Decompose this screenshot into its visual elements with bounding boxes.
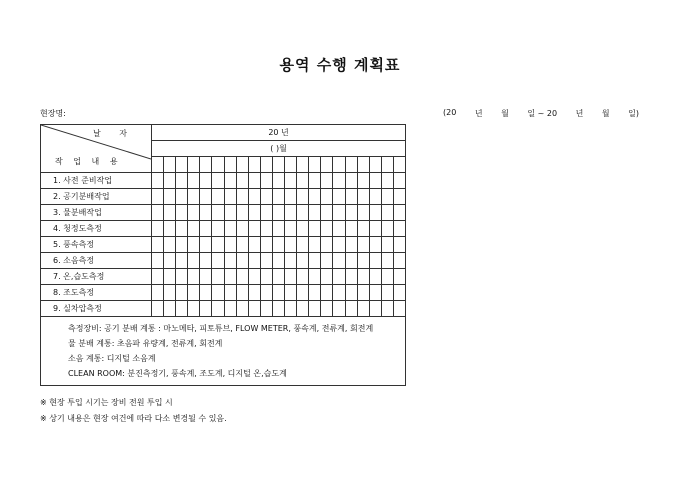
schedule-cell[interactable] xyxy=(176,301,188,317)
task-label: 2. 공기분배작업 xyxy=(41,189,152,205)
schedule-cell[interactable] xyxy=(285,173,297,189)
schedule-cell[interactable] xyxy=(188,301,200,317)
period-part: 일) xyxy=(628,109,639,118)
schedule-cell[interactable] xyxy=(224,237,236,253)
schedule-cell[interactable] xyxy=(297,253,309,269)
schedule-cell[interactable] xyxy=(248,237,260,253)
page-title: 용역 수행 계획표 xyxy=(279,56,401,74)
day-cell[interactable] xyxy=(309,157,321,173)
schedule-cell[interactable] xyxy=(309,253,321,269)
schedule-cell[interactable] xyxy=(285,285,297,301)
schedule-cell[interactable] xyxy=(297,205,309,221)
schedule-cell[interactable] xyxy=(393,189,405,205)
schedule-cell[interactable] xyxy=(212,205,224,221)
header-row-year xyxy=(41,125,406,141)
schedule-cell[interactable] xyxy=(212,221,224,237)
schedule-cell[interactable] xyxy=(345,237,357,253)
schedule-cell[interactable] xyxy=(345,269,357,285)
schedule-cell[interactable] xyxy=(357,285,369,301)
year-header: 20 년 xyxy=(152,125,406,141)
schedule-cell[interactable] xyxy=(297,301,309,317)
schedule-cell[interactable] xyxy=(309,189,321,205)
period-part: 일 ~ 20 xyxy=(527,109,558,118)
schedule-cell[interactable] xyxy=(393,173,405,189)
schedule-cell[interactable] xyxy=(272,205,284,221)
schedule-cell[interactable] xyxy=(188,269,200,285)
schedule-cell[interactable] xyxy=(321,237,333,253)
note-line: 소음 계통: 디지털 소음계 xyxy=(68,354,156,363)
schedule-cell[interactable] xyxy=(224,205,236,221)
schedule-cell[interactable] xyxy=(333,221,345,237)
schedule-cell[interactable] xyxy=(369,269,381,285)
schedule-cell[interactable] xyxy=(381,269,393,285)
schedule-cell[interactable] xyxy=(176,221,188,237)
schedule-cell[interactable] xyxy=(248,253,260,269)
schedule-cell[interactable] xyxy=(188,189,200,205)
schedule-cell[interactable] xyxy=(369,237,381,253)
schedule-cell[interactable] xyxy=(345,221,357,237)
schedule-cell[interactable] xyxy=(236,237,248,253)
schedule-cell[interactable] xyxy=(236,285,248,301)
schedule-cell[interactable] xyxy=(297,269,309,285)
day-cell[interactable] xyxy=(321,157,333,173)
schedule-cell[interactable] xyxy=(260,189,272,205)
schedule-cell[interactable] xyxy=(152,301,164,317)
schedule-cell[interactable] xyxy=(188,237,200,253)
schedule-cell[interactable] xyxy=(200,237,212,253)
schedule-cell[interactable] xyxy=(321,221,333,237)
schedule-cell[interactable] xyxy=(212,285,224,301)
note-line: CLEAN ROOM: 분진측정기, 풍속계, 조도계, 디지털 온,습도계 xyxy=(68,369,287,378)
schedule-cell[interactable] xyxy=(176,237,188,253)
schedule-cell[interactable] xyxy=(393,301,405,317)
schedule-cell[interactable] xyxy=(309,285,321,301)
schedule-cell[interactable] xyxy=(188,285,200,301)
schedule-cell[interactable] xyxy=(188,173,200,189)
schedule-cell[interactable] xyxy=(212,173,224,189)
schedule-cell[interactable] xyxy=(333,253,345,269)
schedule-cell[interactable] xyxy=(333,237,345,253)
schedule-cell[interactable] xyxy=(248,285,260,301)
schedule-cell[interactable] xyxy=(333,205,345,221)
schedule-cell[interactable] xyxy=(248,205,260,221)
schedule-cell[interactable] xyxy=(152,173,164,189)
schedule-cell[interactable] xyxy=(357,205,369,221)
schedule-cell[interactable] xyxy=(260,285,272,301)
day-cell[interactable] xyxy=(260,157,272,173)
schedule-cell[interactable] xyxy=(369,285,381,301)
schedule-cell[interactable] xyxy=(333,285,345,301)
schedule-cell[interactable] xyxy=(321,253,333,269)
schedule-cell[interactable] xyxy=(285,301,297,317)
task-label: 8. 조도측정 xyxy=(41,285,152,301)
schedule-cell[interactable] xyxy=(212,301,224,317)
day-cell[interactable] xyxy=(297,157,309,173)
schedule-cell[interactable] xyxy=(321,301,333,317)
day-cell[interactable] xyxy=(333,157,345,173)
schedule-cell[interactable] xyxy=(357,173,369,189)
schedule-cell[interactable] xyxy=(248,173,260,189)
task-row xyxy=(41,301,406,317)
schedule-cell[interactable] xyxy=(272,237,284,253)
schedule-cell[interactable] xyxy=(248,221,260,237)
schedule-cell[interactable] xyxy=(200,221,212,237)
schedule-cell[interactable] xyxy=(357,301,369,317)
task-row xyxy=(41,221,406,237)
schedule-cell[interactable] xyxy=(381,301,393,317)
schedule-cell[interactable] xyxy=(200,205,212,221)
schedule-cell[interactable] xyxy=(164,205,176,221)
schedule-cell[interactable] xyxy=(309,269,321,285)
schedule-cell[interactable] xyxy=(212,253,224,269)
schedule-cell[interactable] xyxy=(393,221,405,237)
footnote: ※ 현장 투입 시기는 장비 전원 투입 시 xyxy=(40,398,173,407)
date-header-label: 날 자 xyxy=(93,129,135,138)
schedule-cell[interactable] xyxy=(164,221,176,237)
schedule-cell[interactable] xyxy=(272,221,284,237)
schedule-cell[interactable] xyxy=(188,221,200,237)
schedule-cell[interactable] xyxy=(297,173,309,189)
footnote: ※ 상기 내용은 현장 여건에 따라 다소 변경될 수 있음. xyxy=(40,414,227,423)
schedule-cell[interactable] xyxy=(285,253,297,269)
schedule-cell[interactable] xyxy=(285,237,297,253)
schedule-cell[interactable] xyxy=(345,189,357,205)
schedule-cell[interactable] xyxy=(309,237,321,253)
schedule-cell[interactable] xyxy=(297,237,309,253)
note-line: 물 분배 계통: 초음파 유량계, 전류계, 회전계 xyxy=(68,339,223,348)
schedule-cell[interactable] xyxy=(285,221,297,237)
task-label: 4. 청정도측정 xyxy=(41,221,152,237)
schedule-cell[interactable] xyxy=(164,189,176,205)
task-row xyxy=(41,173,406,189)
schedule-cell[interactable] xyxy=(164,301,176,317)
notes-row xyxy=(41,317,406,386)
schedule-cell[interactable] xyxy=(152,205,164,221)
day-cell[interactable] xyxy=(200,157,212,173)
schedule-cell[interactable] xyxy=(321,205,333,221)
task-row xyxy=(41,269,406,285)
schedule-cell[interactable] xyxy=(260,269,272,285)
schedule-cell[interactable] xyxy=(248,189,260,205)
schedule-cell[interactable] xyxy=(212,237,224,253)
schedule-cell[interactable] xyxy=(345,253,357,269)
schedule-cell[interactable] xyxy=(260,301,272,317)
day-cell[interactable] xyxy=(164,157,176,173)
schedule-cell[interactable] xyxy=(152,269,164,285)
schedule-cell[interactable] xyxy=(200,173,212,189)
schedule-cell[interactable] xyxy=(321,285,333,301)
schedule-cell[interactable] xyxy=(285,205,297,221)
schedule-cell[interactable] xyxy=(357,269,369,285)
task-row xyxy=(41,237,406,253)
schedule-cell[interactable] xyxy=(345,173,357,189)
period-part: 년 xyxy=(474,109,483,118)
schedule-cell[interactable] xyxy=(200,253,212,269)
notes-cell xyxy=(41,317,406,386)
schedule-cell[interactable] xyxy=(309,301,321,317)
day-cell[interactable] xyxy=(393,157,405,173)
schedule-cell[interactable] xyxy=(200,301,212,317)
schedule-cell[interactable] xyxy=(236,189,248,205)
schedule-cell[interactable] xyxy=(381,285,393,301)
schedule-cell[interactable] xyxy=(212,189,224,205)
schedule-cell[interactable] xyxy=(369,173,381,189)
schedule-cell[interactable] xyxy=(309,221,321,237)
schedule-cell[interactable] xyxy=(176,253,188,269)
schedule-table xyxy=(40,124,406,386)
schedule-cell[interactable] xyxy=(188,253,200,269)
schedule-cell[interactable] xyxy=(333,269,345,285)
schedule-cell[interactable] xyxy=(224,221,236,237)
schedule-cell[interactable] xyxy=(393,285,405,301)
schedule-cell[interactable] xyxy=(176,205,188,221)
schedule-cell[interactable] xyxy=(224,253,236,269)
schedule-cell[interactable] xyxy=(285,189,297,205)
schedule-cell[interactable] xyxy=(236,221,248,237)
schedule-cell[interactable] xyxy=(381,221,393,237)
schedule-cell[interactable] xyxy=(176,285,188,301)
schedule-cell[interactable] xyxy=(393,237,405,253)
schedule-cell[interactable] xyxy=(164,269,176,285)
task-row xyxy=(41,189,406,205)
day-cell[interactable] xyxy=(224,157,236,173)
schedule-cell[interactable] xyxy=(164,237,176,253)
schedule-cell[interactable] xyxy=(369,301,381,317)
schedule-cell[interactable] xyxy=(200,269,212,285)
period-part: (20 xyxy=(443,108,457,117)
day-cell[interactable] xyxy=(272,157,284,173)
schedule-cell[interactable] xyxy=(152,237,164,253)
day-cell[interactable] xyxy=(236,157,248,173)
schedule-cell[interactable] xyxy=(224,173,236,189)
diagonal-header-cell xyxy=(41,125,152,173)
schedule-cell[interactable] xyxy=(297,189,309,205)
schedule-cell[interactable] xyxy=(224,189,236,205)
schedule-cell[interactable] xyxy=(272,189,284,205)
schedule-cell[interactable] xyxy=(272,253,284,269)
schedule-cell[interactable] xyxy=(321,269,333,285)
schedule-cell[interactable] xyxy=(297,221,309,237)
schedule-cell[interactable] xyxy=(369,253,381,269)
schedule-cell[interactable] xyxy=(272,269,284,285)
schedule-cell[interactable] xyxy=(164,253,176,269)
day-cell[interactable] xyxy=(212,157,224,173)
schedule-cell[interactable] xyxy=(152,285,164,301)
schedule-cell[interactable] xyxy=(176,269,188,285)
site-name-label: 현장명: xyxy=(40,109,66,118)
schedule-cell[interactable] xyxy=(260,205,272,221)
schedule-cell[interactable] xyxy=(345,285,357,301)
period-part: 월 xyxy=(601,109,610,118)
schedule-cell[interactable] xyxy=(236,301,248,317)
schedule-cell[interactable] xyxy=(309,173,321,189)
schedule-cell[interactable] xyxy=(333,173,345,189)
task-label: 9. 실차압측정 xyxy=(41,301,152,317)
schedule-cell[interactable] xyxy=(188,205,200,221)
schedule-cell[interactable] xyxy=(236,173,248,189)
schedule-cell[interactable] xyxy=(260,221,272,237)
schedule-cell[interactable] xyxy=(345,301,357,317)
schedule-cell[interactable] xyxy=(381,173,393,189)
schedule-cell[interactable] xyxy=(152,253,164,269)
schedule-cell[interactable] xyxy=(369,205,381,221)
task-label: 7. 온,습도측정 xyxy=(41,269,152,285)
day-cell[interactable] xyxy=(188,157,200,173)
schedule-cell[interactable] xyxy=(321,189,333,205)
schedule-cell[interactable] xyxy=(272,285,284,301)
schedule-cell[interactable] xyxy=(297,285,309,301)
task-label: 1. 사전 준비작업 xyxy=(41,173,152,189)
schedule-cell[interactable] xyxy=(152,221,164,237)
schedule-cell[interactable] xyxy=(176,189,188,205)
schedule-cell[interactable] xyxy=(381,205,393,221)
task-label: 6. 소음측정 xyxy=(41,253,152,269)
schedule-cell[interactable] xyxy=(357,189,369,205)
schedule-cell[interactable] xyxy=(369,221,381,237)
schedule-cell[interactable] xyxy=(200,285,212,301)
schedule-cell[interactable] xyxy=(224,301,236,317)
schedule-cell[interactable] xyxy=(260,173,272,189)
schedule-cell[interactable] xyxy=(285,269,297,285)
schedule-cell[interactable] xyxy=(381,237,393,253)
schedule-cell[interactable] xyxy=(260,253,272,269)
schedule-cell[interactable] xyxy=(393,253,405,269)
schedule-cell[interactable] xyxy=(224,285,236,301)
period-range xyxy=(443,108,639,119)
day-cell[interactable] xyxy=(357,157,369,173)
schedule-cell[interactable] xyxy=(321,173,333,189)
schedule-cell[interactable] xyxy=(248,301,260,317)
month-header: ( )월 xyxy=(152,141,406,157)
period-part: 월 xyxy=(501,109,509,118)
schedule-cell[interactable] xyxy=(176,173,188,189)
schedule-cell[interactable] xyxy=(248,269,260,285)
work-content-header-label: 작 업 내 용 xyxy=(55,157,122,166)
note-line: 측정장비: 공기 분배 계통 : 마노메타, 피토튜브, FLOW METER, 풍속계, 전류계, 회전계 xyxy=(68,324,374,333)
schedule-cell[interactable] xyxy=(236,253,248,269)
schedule-cell[interactable] xyxy=(393,205,405,221)
task-row xyxy=(41,285,406,301)
schedule-cell[interactable] xyxy=(333,189,345,205)
day-cell[interactable] xyxy=(248,157,260,173)
schedule-cell[interactable] xyxy=(381,189,393,205)
task-row xyxy=(41,253,406,269)
period-part: 년 xyxy=(575,109,584,118)
task-label: 3. 물분배작업 xyxy=(41,205,152,221)
schedule-cell[interactable] xyxy=(152,189,164,205)
day-cell[interactable] xyxy=(285,157,297,173)
schedule-cell[interactable] xyxy=(260,237,272,253)
schedule-cell[interactable] xyxy=(357,237,369,253)
day-cell[interactable] xyxy=(369,157,381,173)
day-cell[interactable] xyxy=(176,157,188,173)
task-row xyxy=(41,205,406,221)
schedule-cell[interactable] xyxy=(357,221,369,237)
schedule-cell[interactable] xyxy=(333,301,345,317)
schedule-cell[interactable] xyxy=(272,173,284,189)
day-cell[interactable] xyxy=(152,157,164,173)
schedule-cell[interactable] xyxy=(272,301,284,317)
schedule-cell[interactable] xyxy=(164,285,176,301)
schedule-cell[interactable] xyxy=(357,253,369,269)
day-cell[interactable] xyxy=(381,157,393,173)
task-label: 5. 풍속측정 xyxy=(41,237,152,253)
day-cell[interactable] xyxy=(345,157,357,173)
schedule-cell[interactable] xyxy=(369,189,381,205)
schedule-cell[interactable] xyxy=(200,189,212,205)
schedule-cell[interactable] xyxy=(224,269,236,285)
schedule-cell[interactable] xyxy=(212,269,224,285)
schedule-cell[interactable] xyxy=(236,205,248,221)
schedule-cell[interactable] xyxy=(381,253,393,269)
schedule-cell[interactable] xyxy=(236,269,248,285)
schedule-cell[interactable] xyxy=(309,205,321,221)
schedule-cell[interactable] xyxy=(345,205,357,221)
schedule-cell[interactable] xyxy=(393,269,405,285)
schedule-cell[interactable] xyxy=(164,173,176,189)
